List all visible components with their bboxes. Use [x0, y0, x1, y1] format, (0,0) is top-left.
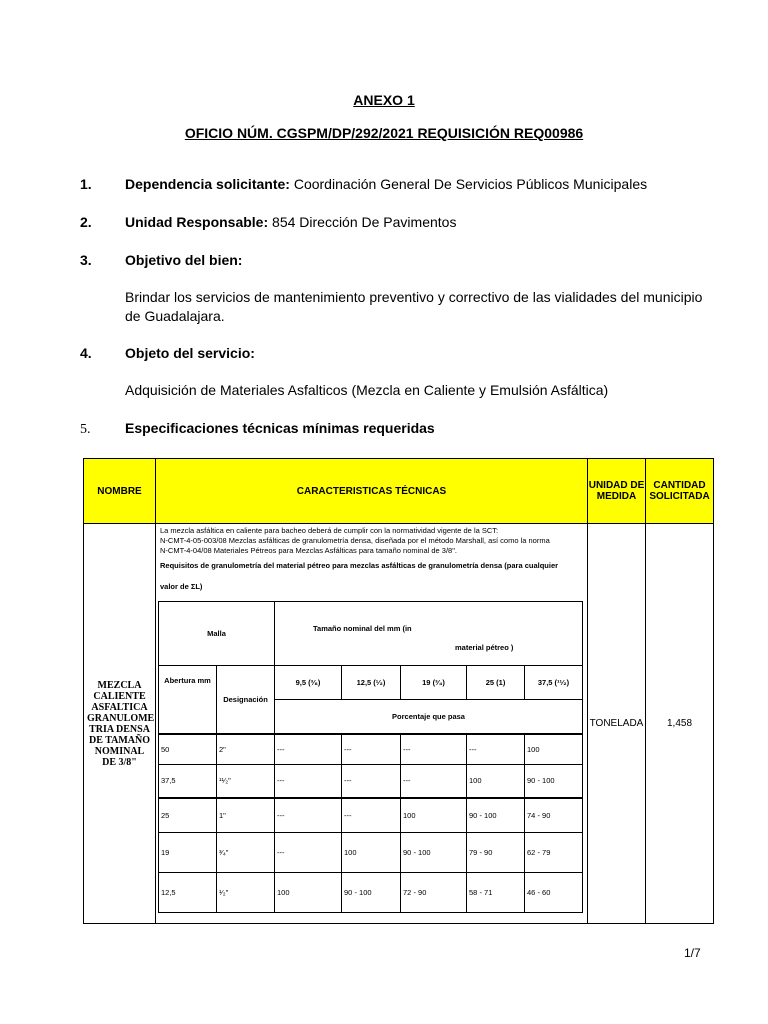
item-especificaciones — [80, 420, 435, 438]
item-objeto — [80, 345, 255, 361]
malla-header: Malla — [159, 602, 275, 666]
objetivo-text: Brindar los servicios de mantenimiento preventivo y correctivo de las vialidades del municipio de Guadalajara. — [125, 289, 703, 324]
item-label: Especificaciones técnicas mínimas requeridas — [125, 420, 435, 436]
item-label: Objetivo del bien: — [125, 252, 243, 268]
item-value: 854 Dirección De Pavimentos — [268, 214, 457, 230]
designacion-cell: ¹¹⁄₂" — [217, 764, 275, 798]
item-label: Unidad Responsable: — [125, 214, 269, 230]
header-unidad: UNIDAD DE MEDIDA — [588, 459, 646, 524]
abertura-cell: 12,5 — [159, 872, 217, 912]
value-cell: --- — [275, 764, 342, 798]
page-number: 1/7 — [684, 946, 701, 960]
value-cell: --- — [342, 798, 401, 832]
value-cell: --- — [275, 832, 342, 872]
value-cell: --- — [467, 734, 525, 765]
characteristics-cell — [156, 524, 588, 924]
size-header: 12,5 (¹⁄₂) — [342, 666, 401, 700]
item-objetivo — [80, 252, 242, 268]
oficio-title: OFICIO NÚM. CGSPM/DP/292/2021 REQUISICIÓN REQ00986 — [184, 125, 584, 141]
item-label: Objeto del servicio: — [125, 345, 255, 361]
size-header: 9,5 (³⁄₈) — [275, 666, 342, 700]
tamano-label: Tamaño nominal del mm (in — [313, 624, 412, 633]
value-cell: 74 - 90 — [525, 798, 583, 832]
granulometry-table — [158, 601, 583, 913]
table-row — [159, 764, 583, 798]
item-label: Dependencia solicitante: — [125, 176, 290, 192]
value-cell: 90 - 100 — [401, 832, 467, 872]
header-nombre: NOMBRE — [84, 459, 156, 524]
value-cell: 90 - 100 — [342, 872, 401, 912]
material-label: material pétreo ) — [455, 643, 514, 652]
designacion-cell: ¹⁄₂" — [217, 872, 275, 912]
abertura-cell: 50 — [159, 734, 217, 765]
abertura-cell: 19 — [159, 832, 217, 872]
text-line: La mezcla asfáltica en caliente para bacheo deberá de cumplir con la normatividad vigente de la SCT: — [160, 526, 499, 535]
value-cell: 100 — [275, 872, 342, 912]
table-row — [159, 798, 583, 832]
value-cell: 100 — [401, 798, 467, 832]
annex-title: ANEXO 1 — [353, 92, 415, 108]
value-cell: 100 — [342, 832, 401, 872]
value-cell: --- — [401, 764, 467, 798]
size-header: 25 (1) — [467, 666, 525, 700]
table-row — [159, 872, 583, 912]
tamano-header — [275, 602, 583, 666]
requested-quantity: 1,458 — [646, 524, 714, 924]
value-cell: --- — [275, 734, 342, 765]
objeto-text: Adquisición de Materiales Asfalticos (Mezcla en Caliente y Emulsión Asfáltica) — [125, 382, 609, 398]
product-name: MEZCLA CALIENTE ASFALTICA GRANULOME TRIA DENSA DE TAMAÑO NOMINAL DE 3/8" — [84, 524, 156, 924]
value-cell: 90 - 100 — [467, 798, 525, 832]
text-line: N-CMT-4-05-003/08 Mezclas asfálticas de granulometría densa, diseñada por el método Marshall, así como la norma — [160, 536, 550, 545]
item-number: 3. — [80, 252, 92, 268]
value-cell: 72 - 90 — [401, 872, 467, 912]
value-cell: --- — [275, 798, 342, 832]
designacion-header: Designación — [217, 666, 275, 734]
item-value: Coordinación General De Servicios Públicos Municipales — [289, 176, 648, 192]
value-cell: 46 - 60 — [525, 872, 583, 912]
item-unidad — [80, 214, 456, 230]
header-caracteristicas: CARACTERISTICAS TÉCNICAS — [156, 459, 588, 524]
value-cell: 62 - 79 — [525, 832, 583, 872]
item-number: 5. — [80, 422, 91, 437]
table-row — [159, 832, 583, 872]
porcentaje-header: Porcentaje que pasa — [275, 700, 583, 734]
value-cell: --- — [342, 734, 401, 765]
characteristics-text — [160, 526, 585, 556]
designacion-cell: ³⁄₄" — [217, 832, 275, 872]
text-line: N-CMT-4-04/08 Materiales Pétreos para Mezclas Asfálticas para tamaño nominal de 3/8". — [160, 546, 457, 555]
value-cell: 100 — [467, 764, 525, 798]
abertura-header: Abertura mm — [159, 666, 217, 734]
value-cell: 58 - 71 — [467, 872, 525, 912]
header-cantidad: CANTIDAD SOLICITADA — [646, 459, 714, 524]
table-row — [159, 734, 583, 765]
abertura-cell: 25 — [159, 798, 217, 832]
size-header: 37,5 (¹¹⁄₂) — [525, 666, 583, 700]
value-cell: 100 — [525, 734, 583, 765]
requisitos-heading-cont: valor de ΣL) — [160, 582, 203, 591]
specifications-table — [83, 458, 714, 924]
value-cell: 79 - 90 — [467, 832, 525, 872]
value-cell: --- — [342, 764, 401, 798]
designacion-cell: 1" — [217, 798, 275, 832]
requisitos-heading: Requisitos de granulometría del material pétreo para mezclas asfálticas de granulometría densa (para cualquier — [160, 561, 559, 570]
item-dependencia — [80, 176, 647, 192]
value-cell: --- — [401, 734, 467, 765]
item-number: 4. — [80, 345, 92, 361]
value-cell: 90 - 100 — [525, 764, 583, 798]
designacion-cell: 2" — [217, 734, 275, 765]
unit-of-measure: TONELADA — [588, 524, 646, 924]
abertura-cell: 37,5 — [159, 764, 217, 798]
item-number: 1. — [80, 176, 92, 192]
size-header: 19 (³⁄₄) — [401, 666, 467, 700]
item-number: 2. — [80, 214, 92, 230]
